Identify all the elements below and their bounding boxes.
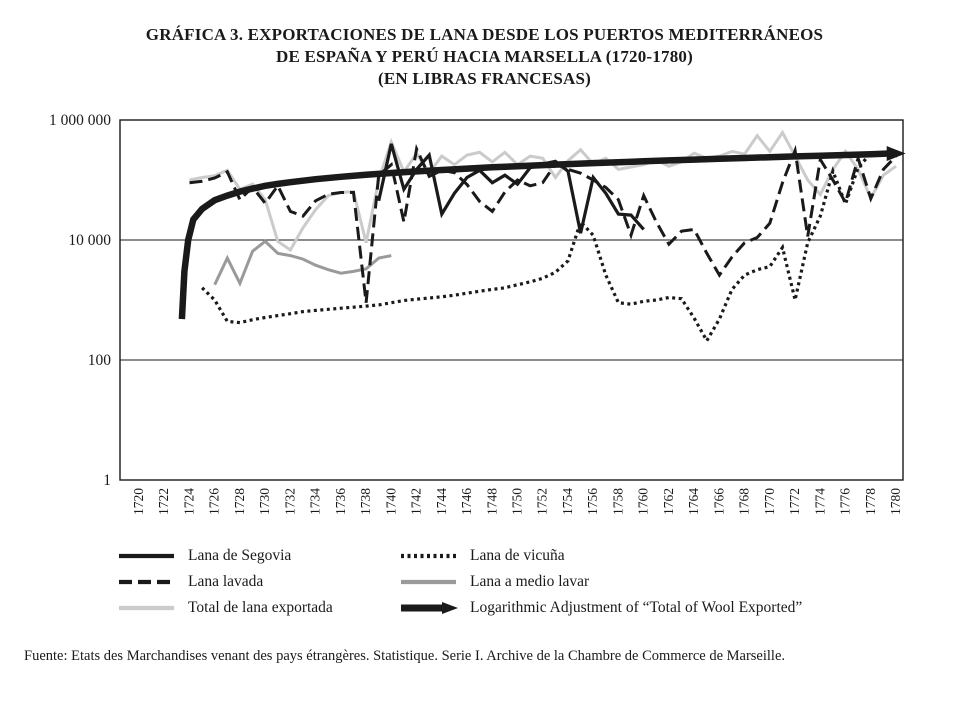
y-tick-label: 10 000: [68, 232, 111, 249]
x-tick-label: 1734: [307, 488, 323, 515]
x-tick-label: 1776: [837, 488, 853, 515]
light-gray-line-sample-icon: [118, 602, 176, 614]
chart-title-line2: DE ESPAÑA Y PERÚ HACIA MARSELLA (1720-1780): [276, 47, 693, 66]
x-tick-label: 1748: [484, 488, 500, 515]
legend-item-lana-de-segovia: [118, 543, 333, 569]
chart-title-line3: (EN LIBRAS FRANCESAS): [378, 69, 591, 88]
x-tick-label: 1752: [534, 488, 550, 515]
y-tick-label: 1 000 000: [49, 112, 111, 129]
legend-item-lana-de-vicuna: [400, 543, 802, 569]
x-tick-label: 1756: [585, 488, 601, 515]
x-tick-label: 1720: [131, 488, 146, 515]
legend-column-right: [400, 543, 802, 621]
x-tick-label: 1766: [711, 488, 727, 515]
x-tick-label: 1732: [282, 488, 298, 515]
x-tick-label: 1778: [862, 488, 878, 515]
y-tick-label: 1: [103, 472, 111, 489]
chart-title-line1: GRÁFICA 3. EXPORTACIONES DE LANA DESDE LOS PUERTOS MEDITERRÁNEOS: [145, 25, 824, 44]
x-tick-label: 1762: [660, 488, 676, 515]
legend-item-lana-lavada: [118, 569, 333, 595]
x-tick-label: 1772: [787, 488, 803, 515]
x-tick-label: 1744: [433, 488, 449, 515]
legend-column-left: [118, 543, 333, 621]
x-tick-label: 1774: [812, 488, 828, 515]
x-tick-label: 1764: [686, 488, 702, 515]
dashed-line-sample-icon: [118, 576, 176, 588]
legend-item-lana-a-medio-lavar: [400, 569, 802, 595]
legend-label: Lana de Segovia: [188, 547, 292, 564]
series-line-5: [182, 154, 890, 320]
x-tick-label: 1754: [559, 488, 575, 515]
series-line-2: [190, 133, 897, 251]
source-note: Fuente: Etats des Marchandises venant des pays étrangères. Statistique. Serie I. Archive de la Chambre de Commerce de Marseille.: [24, 648, 786, 664]
legend-label: Lana de vicuña: [470, 547, 565, 564]
x-tick-label: 1722: [156, 488, 172, 515]
legend-label: Lana lavada: [188, 573, 264, 590]
x-tick-label: 1730: [257, 488, 273, 515]
x-tick-label: 1740: [383, 488, 399, 515]
x-tick-label: 1728: [231, 488, 247, 515]
x-tick-label: 1738: [358, 488, 374, 515]
x-tick-label: 1726: [206, 488, 222, 515]
dotted-line-sample-icon: [400, 550, 458, 562]
x-tick-label: 1746: [459, 488, 475, 515]
x-tick-label: 1760: [635, 488, 651, 515]
arrow-line-sample-icon: [400, 602, 458, 614]
x-tick-label: 1742: [408, 488, 424, 515]
legend-label: Lana a medio lavar: [470, 573, 590, 590]
legend-item-total-lana-exportada: [118, 595, 333, 621]
x-tick-label: 1780: [888, 488, 903, 515]
legend-label: Logarithmic Adjustment of “Total of Wool Exported”: [470, 599, 803, 616]
solid-line-sample-icon: [118, 550, 176, 562]
x-tick-label: 1758: [610, 488, 626, 515]
y-tick-label: 100: [87, 352, 111, 369]
x-tick-label: 1770: [761, 488, 777, 515]
gray-line-sample-icon: [400, 576, 458, 588]
series-line-4: [215, 241, 392, 284]
x-tick-label: 1736: [332, 488, 348, 515]
legend-label: Total de lana exportada: [188, 599, 333, 616]
x-tick-label: 1768: [736, 488, 752, 515]
legend-item-logarithmic-adjustment: [400, 595, 802, 621]
x-tick-label: 1724: [181, 488, 197, 515]
x-tick-label: 1750: [509, 488, 525, 515]
